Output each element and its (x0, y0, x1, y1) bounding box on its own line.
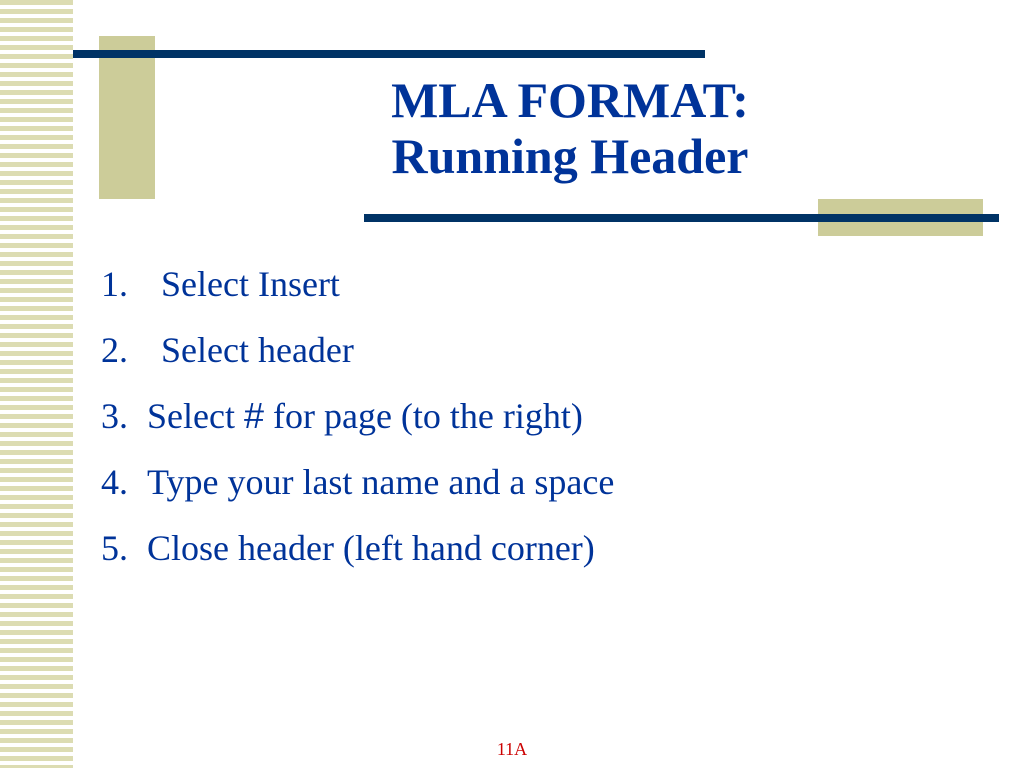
step-item (101, 390, 614, 456)
step-text: Select header (161, 330, 354, 370)
title-line-1: MLA FORMAT: (391, 72, 749, 128)
step-number: 1. (101, 264, 128, 304)
step-number: 2. (101, 330, 128, 370)
title-line-2: Running Header (391, 128, 749, 184)
step-text-before: Select (147, 396, 244, 436)
hash-symbol: # (243, 395, 264, 436)
step-item (101, 258, 614, 324)
step-text-after: for page (to the right) (264, 396, 583, 436)
decorative-block-top (99, 36, 155, 199)
step-text: Type your last name and a space (147, 462, 615, 502)
decorative-rule-bottom (364, 214, 999, 222)
slide-number: 11A (496, 739, 528, 759)
step-number: 5. (101, 528, 128, 568)
step-item (101, 456, 614, 522)
step-number: 4. (101, 462, 128, 502)
step-text: Select Insert (161, 264, 340, 304)
slide-title (170, 72, 970, 184)
step-item (101, 522, 614, 588)
step-item (101, 324, 614, 390)
decorative-stripes (0, 0, 73, 768)
decorative-rule-top (73, 50, 705, 58)
step-number: 3. (101, 396, 128, 436)
steps-list (101, 258, 614, 588)
step-text: Close header (left hand corner) (147, 528, 595, 568)
